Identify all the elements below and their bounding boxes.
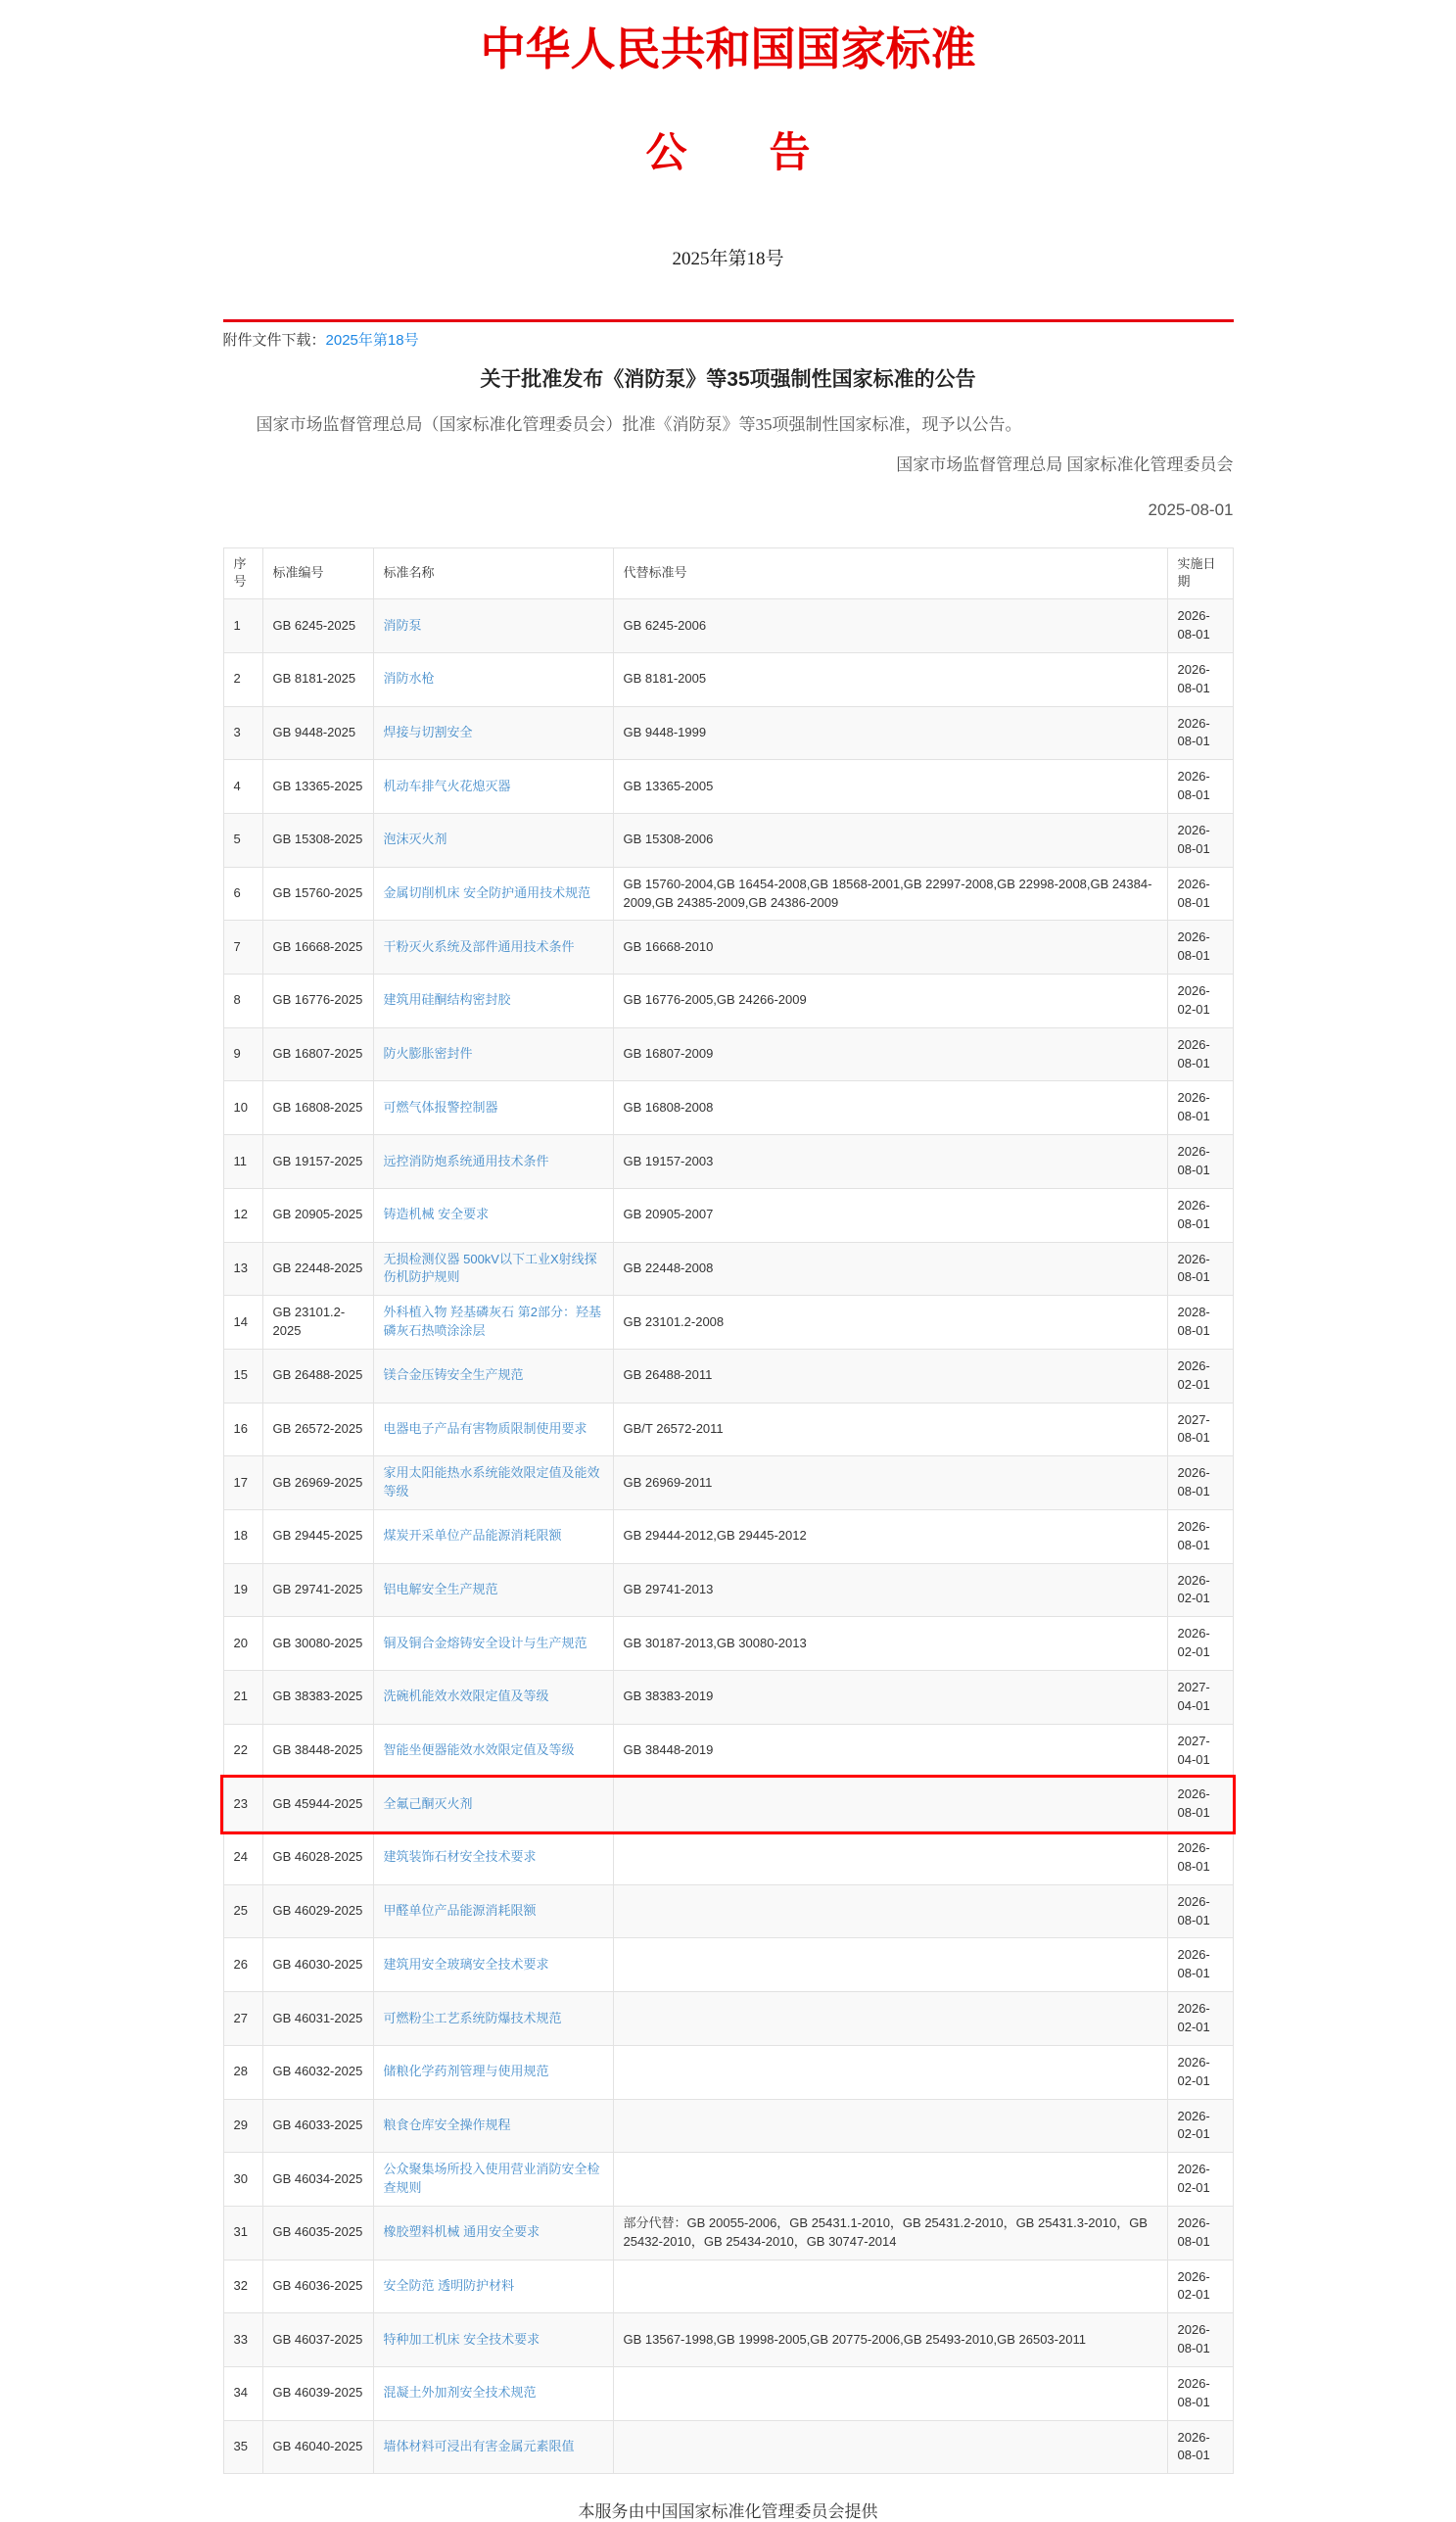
cell-seq: 6 — [223, 867, 262, 921]
cell-name — [373, 921, 613, 975]
cell-code: GB 26572-2025 — [262, 1403, 373, 1456]
cell-seq: 7 — [223, 921, 262, 975]
cell-replaces: GB 20905-2007 — [613, 1188, 1167, 1242]
cell-name — [373, 814, 613, 868]
cell-name — [373, 2366, 613, 2420]
cell-date: 2026-08-01 — [1167, 599, 1233, 653]
table-row — [223, 1456, 1233, 1510]
standard-name-link[interactable]: 混凝土外加剂安全技术规范 — [383, 2385, 537, 2401]
cell-name — [373, 1778, 613, 1832]
cell-date: 2026-02-01 — [1167, 2045, 1233, 2099]
table-row — [223, 1617, 1233, 1671]
standard-name-link[interactable]: 外科植入物 羟基磷灰石 第2部分：羟基磷灰石热喷涂涂层 — [383, 1305, 601, 1339]
cell-name — [373, 1188, 613, 1242]
table-row — [223, 2099, 1233, 2153]
cell-date: 2026-02-01 — [1167, 1563, 1233, 1617]
cell-date: 2026-02-01 — [1167, 2153, 1233, 2207]
cell-replaces: GB 30187-2013,GB 30080-2013 — [613, 1617, 1167, 1671]
cell-date: 2026-02-01 — [1167, 975, 1233, 1028]
cell-code: GB 26488-2025 — [262, 1349, 373, 1403]
cell-seq: 31 — [223, 2206, 262, 2260]
cell-seq: 16 — [223, 1403, 262, 1456]
cell-date: 2026-08-01 — [1167, 1938, 1233, 1992]
standard-name-link[interactable]: 建筑用安全玻璃安全技术要求 — [383, 1956, 549, 1972]
cell-replaces — [613, 2260, 1167, 2313]
cell-name — [373, 2260, 613, 2313]
cell-date: 2026-08-01 — [1167, 921, 1233, 975]
cell-replaces: GB 15760-2004,GB 16454-2008,GB 18568-2001,GB 22997-2008,GB 22998-2008,GB 24384-2009,GB 24385-2009,GB 24386-2009 — [613, 867, 1167, 921]
cell-code: GB 46032-2025 — [262, 2045, 373, 2099]
cell-code: GB 16807-2025 — [262, 1027, 373, 1081]
cell-replaces: GB 16808-2008 — [613, 1081, 1167, 1135]
cell-code: GB 20905-2025 — [262, 1188, 373, 1242]
cell-replaces — [613, 1778, 1167, 1832]
cell-code: GB 23101.2-2025 — [262, 1296, 373, 1350]
cell-code: GB 9448-2025 — [262, 706, 373, 760]
red-divider — [223, 319, 1234, 322]
cell-date: 2026-08-01 — [1167, 2206, 1233, 2260]
cell-code: GB 46031-2025 — [262, 1992, 373, 2046]
cell-name — [373, 867, 613, 921]
cell-replaces: GB 29444-2012,GB 29445-2012 — [613, 1509, 1167, 1563]
cell-date: 2026-08-01 — [1167, 867, 1233, 921]
table-row — [223, 1242, 1233, 1296]
cell-seq: 4 — [223, 760, 262, 814]
cell-code: GB 46029-2025 — [262, 1884, 373, 1938]
cell-code: GB 15760-2025 — [262, 867, 373, 921]
cell-code: GB 29445-2025 — [262, 1509, 373, 1563]
table-row — [223, 599, 1233, 653]
standard-name-link[interactable]: 可燃气体报警控制器 — [383, 1099, 498, 1115]
cell-seq: 13 — [223, 1242, 262, 1296]
standards-table-body — [223, 599, 1233, 2474]
standard-name-link[interactable]: 橡胶塑料机械 通用安全要求 — [383, 2224, 540, 2240]
cell-date: 2026-08-01 — [1167, 1884, 1233, 1938]
cell-name — [373, 2313, 613, 2367]
cell-name — [373, 1027, 613, 1081]
header-date: 实施日期 — [1167, 547, 1233, 599]
standard-name-link[interactable]: 墙体材料可浸出有害金属元素限值 — [383, 2439, 575, 2454]
cell-code: GB 46040-2025 — [262, 2420, 373, 2474]
standard-name-link[interactable]: 建筑用硅酮结构密封胶 — [383, 992, 511, 1008]
table-row — [223, 1832, 1233, 1885]
cell-seq: 10 — [223, 1081, 262, 1135]
cell-seq: 23 — [223, 1778, 262, 1832]
page-title: 中华人民共和国国家标准 — [480, 24, 976, 74]
cell-replaces — [613, 1884, 1167, 1938]
standard-name-link[interactable]: 防火膨胀密封件 — [383, 1046, 473, 1062]
cell-replaces: GB 23101.2-2008 — [613, 1296, 1167, 1350]
table-row — [223, 2260, 1233, 2313]
cell-name — [373, 975, 613, 1028]
cell-replaces: GB 22448-2008 — [613, 1242, 1167, 1296]
cell-name — [373, 1563, 613, 1617]
table-row — [223, 1403, 1233, 1456]
standard-name-link[interactable]: 甲醛单位产品能源消耗限额 — [383, 1903, 537, 1919]
cell-seq: 2 — [223, 652, 262, 706]
cell-name — [373, 1832, 613, 1885]
cell-replaces — [613, 2099, 1167, 2153]
cell-date: 2026-08-01 — [1167, 760, 1233, 814]
table-row — [223, 1671, 1233, 1725]
cell-date: 2026-08-01 — [1167, 814, 1233, 868]
cell-name — [373, 1671, 613, 1725]
table-row — [223, 921, 1233, 975]
issue-date: 2025-08-01 — [1148, 500, 1234, 519]
cell-seq: 26 — [223, 1938, 262, 1992]
table-row — [223, 1563, 1233, 1617]
cell-seq: 21 — [223, 1671, 262, 1725]
standard-name-link[interactable]: 消防泵 — [383, 617, 422, 633]
cell-date: 2026-08-01 — [1167, 2366, 1233, 2420]
cell-seq: 27 — [223, 1992, 262, 2046]
announcement-page — [223, 24, 1234, 2522]
table-row — [223, 1884, 1233, 1938]
cell-name — [373, 2099, 613, 2153]
issue-number: 2025年第18号 — [672, 249, 784, 270]
cell-replaces: GB 29741-2013 — [613, 1563, 1167, 1617]
cell-replaces: GB 19157-2003 — [613, 1135, 1167, 1189]
cell-name — [373, 652, 613, 706]
cell-seq: 14 — [223, 1296, 262, 1350]
cell-date: 2028-08-01 — [1167, 1296, 1233, 1350]
cell-seq: 17 — [223, 1456, 262, 1510]
cell-seq: 18 — [223, 1509, 262, 1563]
cell-date: 2026-08-01 — [1167, 1081, 1233, 1135]
header-code: 标准编号 — [262, 547, 373, 599]
notice-body: 国家市场监督管理总局（国家标准化管理委员会）批准《消防泵》等35项强制性国家标准，现予以公告。 — [256, 415, 1022, 435]
table-row — [223, 975, 1233, 1028]
table-row — [223, 1724, 1233, 1778]
standard-name-link[interactable]: 远控消防炮系统通用技术条件 — [383, 1153, 549, 1168]
header-seq: 序号 — [223, 547, 262, 599]
cell-seq: 9 — [223, 1027, 262, 1081]
cell-replaces: GB 38448-2019 — [613, 1724, 1167, 1778]
table-row — [223, 814, 1233, 868]
cell-seq: 28 — [223, 2045, 262, 2099]
cell-code: GB 19157-2025 — [262, 1135, 373, 1189]
issuer-line: 国家市场监督管理总局 国家标准化管理委员会 — [896, 454, 1234, 474]
cell-name — [373, 2420, 613, 2474]
cell-replaces: GB 16668-2010 — [613, 921, 1167, 975]
cell-code: GB 38448-2025 — [262, 1724, 373, 1778]
announcement-subtitle: 公 告 — [645, 130, 811, 176]
cell-replaces: GB 26488-2011 — [613, 1349, 1167, 1403]
cell-date: 2027-04-01 — [1167, 1724, 1233, 1778]
attachment-download-link[interactable]: 2025年第18号 — [325, 331, 419, 349]
table-row — [223, 1992, 1233, 2046]
header-name: 标准名称 — [373, 547, 613, 599]
cell-replaces: GB 26969-2011 — [613, 1456, 1167, 1510]
table-row — [223, 2313, 1233, 2367]
cell-name — [373, 1349, 613, 1403]
attachment-label: 附件文件下载： — [222, 331, 326, 349]
cell-replaces — [613, 2420, 1167, 2474]
cell-seq: 1 — [223, 599, 262, 653]
standards-table — [223, 547, 1234, 2475]
table-row — [223, 867, 1233, 921]
header-replaces: 代替标准号 — [613, 547, 1167, 599]
cell-code: GB 30080-2025 — [262, 1617, 373, 1671]
cell-replaces: GB 8181-2005 — [613, 652, 1167, 706]
cell-code: GB 26969-2025 — [262, 1456, 373, 1510]
cell-replaces — [613, 2045, 1167, 2099]
attachment-row — [223, 330, 1234, 352]
notice-title: 关于批准发布《消防泵》等35项强制性国家标准的公告 — [480, 367, 976, 391]
cell-replaces: GB 13567-1998,GB 19998-2005,GB 20775-2006,GB 25493-2010,GB 26503-2011 — [613, 2313, 1167, 2367]
standard-name-link[interactable]: 干粉灭火系统及部件通用技术条件 — [383, 938, 575, 954]
cell-date: 2027-04-01 — [1167, 1671, 1233, 1725]
standard-name-link[interactable]: 煤炭开采单位产品能源消耗限额 — [383, 1528, 562, 1544]
cell-replaces — [613, 1992, 1167, 2046]
cell-name — [373, 1135, 613, 1189]
cell-replaces: 部分代替：GB 20055-2006，GB 25431.1-2010，GB 25431.2-2010，GB 25431.3-2010，GB 25432-2010，GB 25434-2010，GB 30747-2014 — [613, 2206, 1167, 2260]
standard-name-link[interactable]: 焊接与切割安全 — [383, 725, 473, 740]
cell-name — [373, 1938, 613, 1992]
cell-code: GB 16808-2025 — [262, 1081, 373, 1135]
cell-name — [373, 1081, 613, 1135]
cell-seq: 19 — [223, 1563, 262, 1617]
cell-replaces — [613, 1938, 1167, 1992]
table-row — [223, 2420, 1233, 2474]
cell-seq: 15 — [223, 1349, 262, 1403]
standard-name-link[interactable]: 泡沫灭火剂 — [383, 832, 447, 847]
cell-seq: 20 — [223, 1617, 262, 1671]
table-row — [223, 1027, 1233, 1081]
table-row — [223, 2206, 1233, 2260]
cell-code: GB 16776-2025 — [262, 975, 373, 1028]
standard-name-link[interactable]: 特种加工机床 安全技术要求 — [383, 2331, 540, 2347]
cell-date: 2026-08-01 — [1167, 652, 1233, 706]
cell-code: GB 45944-2025 — [262, 1778, 373, 1832]
cell-seq: 34 — [223, 2366, 262, 2420]
cell-name — [373, 1242, 613, 1296]
cell-name — [373, 2045, 613, 2099]
cell-seq: 8 — [223, 975, 262, 1028]
cell-seq: 29 — [223, 2099, 262, 2153]
cell-name — [373, 2153, 613, 2207]
standard-name-link[interactable]: 粮食仓库安全操作规程 — [383, 2117, 511, 2132]
cell-code: GB 46033-2025 — [262, 2099, 373, 2153]
cell-date: 2026-02-01 — [1167, 2260, 1233, 2313]
cell-code: GB 13365-2025 — [262, 760, 373, 814]
cell-name — [373, 2206, 613, 2260]
cell-code: GB 46036-2025 — [262, 2260, 373, 2313]
cell-seq: 12 — [223, 1188, 262, 1242]
cell-code: GB 6245-2025 — [262, 599, 373, 653]
cell-name — [373, 599, 613, 653]
standard-name-link[interactable]: 铸造机械 安全要求 — [383, 1207, 490, 1222]
cell-code: GB 46028-2025 — [262, 1832, 373, 1885]
cell-seq: 25 — [223, 1884, 262, 1938]
cell-date: 2026-02-01 — [1167, 1617, 1233, 1671]
table-row — [223, 1778, 1233, 1832]
cell-code: GB 22448-2025 — [262, 1242, 373, 1296]
cell-code: GB 16668-2025 — [262, 921, 373, 975]
cell-code: GB 46037-2025 — [262, 2313, 373, 2367]
table-row — [223, 652, 1233, 706]
standard-name-link[interactable]: 智能坐便器能效水效限定值及等级 — [383, 1742, 575, 1758]
standard-name-link[interactable]: 全氟己酮灭火剂 — [383, 1795, 473, 1811]
table-row — [223, 1135, 1233, 1189]
table-row — [223, 1938, 1233, 1992]
cell-replaces — [613, 1832, 1167, 1885]
cell-date: 2026-08-01 — [1167, 706, 1233, 760]
cell-name — [373, 1724, 613, 1778]
table-row — [223, 1188, 1233, 1242]
cell-date: 2026-02-01 — [1167, 2099, 1233, 2153]
standard-name-link[interactable]: 机动车排气火花熄灭器 — [383, 778, 511, 793]
cell-seq: 3 — [223, 706, 262, 760]
cell-date: 2026-08-01 — [1167, 1832, 1233, 1885]
cell-replaces: GB 16807-2009 — [613, 1027, 1167, 1081]
cell-date: 2026-02-01 — [1167, 1992, 1233, 2046]
cell-name — [373, 1992, 613, 2046]
cell-seq: 35 — [223, 2420, 262, 2474]
cell-code: GB 15308-2025 — [262, 814, 373, 868]
cell-date: 2027-08-01 — [1167, 1403, 1233, 1456]
cell-replaces — [613, 2366, 1167, 2420]
table-row — [223, 1081, 1233, 1135]
standard-name-link[interactable]: 建筑装饰石材安全技术要求 — [383, 1849, 537, 1865]
table-row — [223, 706, 1233, 760]
cell-date: 2026-08-01 — [1167, 1135, 1233, 1189]
cell-replaces: GB 15308-2006 — [613, 814, 1167, 868]
cell-date: 2026-02-01 — [1167, 1349, 1233, 1403]
cell-date: 2026-08-01 — [1167, 1509, 1233, 1563]
standard-name-link[interactable]: 镁合金压铸安全生产规范 — [383, 1367, 524, 1383]
standard-name-link[interactable]: 安全防范 透明防护材料 — [383, 2277, 515, 2293]
table-header-row — [223, 547, 1233, 599]
cell-date: 2026-08-01 — [1167, 2420, 1233, 2474]
cell-code: GB 46039-2025 — [262, 2366, 373, 2420]
standard-name-link[interactable]: 家用太阳能热水系统能效限定值及能效等级 — [383, 1465, 600, 1499]
cell-name — [373, 706, 613, 760]
standard-name-link[interactable]: 公众聚集场所投入使用营业消防安全检查规则 — [383, 2162, 600, 2196]
cell-code: GB 8181-2025 — [262, 652, 373, 706]
standard-name-link[interactable]: 可燃粉尘工艺系统防爆技术规范 — [383, 2010, 562, 2025]
cell-name — [373, 1884, 613, 1938]
cell-code: GB 46035-2025 — [262, 2206, 373, 2260]
cell-code: GB 29741-2025 — [262, 1563, 373, 1617]
standard-name-link[interactable]: 无损检测仪器 500kV以下工业X射线探伤机防护规则 — [383, 1251, 597, 1285]
table-row — [223, 1349, 1233, 1403]
cell-name — [373, 1403, 613, 1456]
standard-name-link[interactable]: 金属切削机床 安全防护通用技术规范 — [383, 885, 591, 901]
cell-seq: 32 — [223, 2260, 262, 2313]
table-row — [223, 2153, 1233, 2207]
cell-seq: 24 — [223, 1832, 262, 1885]
table-row — [223, 760, 1233, 814]
cell-name — [373, 1296, 613, 1350]
cell-name — [373, 1456, 613, 1510]
cell-date: 2026-08-01 — [1167, 1027, 1233, 1081]
cell-replaces: GB 16776-2005,GB 24266-2009 — [613, 975, 1167, 1028]
cell-replaces — [613, 2153, 1167, 2207]
standard-name-link[interactable]: 电器电子产品有害物质限制使用要求 — [383, 1420, 587, 1436]
cell-name — [373, 1617, 613, 1671]
table-row — [223, 2045, 1233, 2099]
standard-name-link[interactable]: 铜及铜合金熔铸安全设计与生产规范 — [383, 1635, 587, 1650]
cell-code: GB 46034-2025 — [262, 2153, 373, 2207]
cell-date: 2026-08-01 — [1167, 1456, 1233, 1510]
cell-code: GB 38383-2025 — [262, 1671, 373, 1725]
cell-name — [373, 760, 613, 814]
cell-replaces: GB 9448-1999 — [613, 706, 1167, 760]
cell-seq: 11 — [223, 1135, 262, 1189]
cell-replaces: GB 6245-2006 — [613, 599, 1167, 653]
table-row — [223, 1509, 1233, 1563]
footer-note: 本服务由中国国家标准化管理委员会提供 — [578, 2502, 878, 2522]
table-row — [223, 2366, 1233, 2420]
cell-seq: 30 — [223, 2153, 262, 2207]
cell-seq: 22 — [223, 1724, 262, 1778]
cell-replaces: GB 13365-2005 — [613, 760, 1167, 814]
cell-replaces: GB/T 26572-2011 — [613, 1403, 1167, 1456]
table-row — [223, 1296, 1233, 1350]
cell-date: 2026-08-01 — [1167, 1242, 1233, 1296]
standard-name-link[interactable]: 洗碗机能效水效限定值及等级 — [383, 1689, 549, 1704]
cell-date: 2026-08-01 — [1167, 1188, 1233, 1242]
cell-date: 2026-08-01 — [1167, 2313, 1233, 2367]
cell-name — [373, 1509, 613, 1563]
standard-name-link[interactable]: 铝电解安全生产规范 — [383, 1582, 498, 1597]
standard-name-link[interactable]: 储粮化学药剂管理与使用规范 — [383, 2064, 549, 2079]
cell-seq: 33 — [223, 2313, 262, 2367]
cell-seq: 5 — [223, 814, 262, 868]
cell-replaces: GB 38383-2019 — [613, 1671, 1167, 1725]
cell-code: GB 46030-2025 — [262, 1938, 373, 1992]
cell-date: 2026-08-01 — [1167, 1778, 1233, 1832]
standard-name-link[interactable]: 消防水枪 — [383, 671, 435, 687]
